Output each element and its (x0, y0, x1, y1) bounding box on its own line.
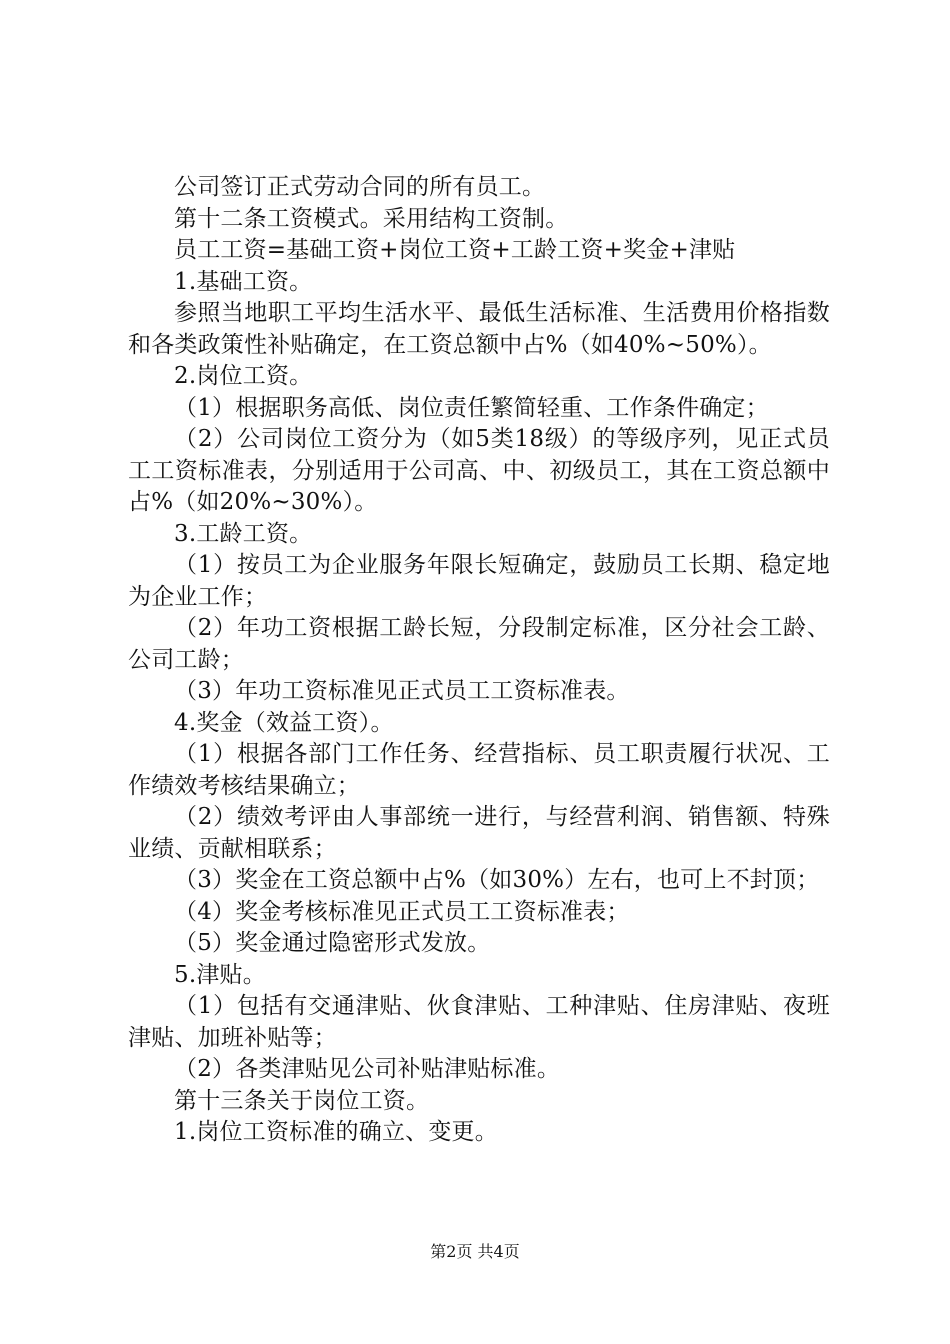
paragraph: （1）根据各部门工作任务、经营指标、员工职责履行状况、工作绩效考核结果确立； (128, 741, 830, 799)
paragraph: 参照当地职工平均生活水平、最低生活标准、生活费用价格指数和各类政策性补贴确定，在工资总额中占%（如40%~50%）。 (128, 300, 830, 358)
page-footer: 第2页 共4页 (430, 1242, 520, 1261)
paragraph: （2）绩效考评由人事部统一进行，与经营利润、销售额、特殊业绩、贡献相联系； (128, 804, 830, 862)
paragraph: （2）公司岗位工资分为（如5类18级）的等级序列，见正式员工工资标准表，分别适用于公司高、中、初级员工，其在工资总额中占%（如20%~30%）。 (128, 426, 830, 515)
paragraph: （3）奖金在工资总额中占%（如30%）左右，也可上不封顶； (174, 867, 820, 893)
paragraph: 5.津贴。 (174, 961, 266, 988)
paragraph: （1）根据职务高低、岗位责任繁简轻重、工作条件确定； (174, 394, 769, 421)
paragraph: （1）包括有交通津贴、伙食津贴、工种津贴、住房津贴、夜班津贴、加班补贴等； (128, 993, 830, 1051)
paragraph: 2.岗位工资。 (174, 363, 313, 389)
paragraph: （1）按员工为企业服务年限长短确定，鼓励员工长期、稳定地为企业工作； (128, 552, 830, 610)
paragraph: 员工工资=基础工资+岗位工资+工龄工资+奖金+津贴 (174, 237, 736, 263)
paragraph: （5）奖金通过隐密形式发放。 (174, 930, 491, 956)
paragraph: 4.奖金（效益工资）。 (174, 709, 394, 736)
paragraph: （2）年功工资根据工龄长短，分段制定标准，区分社会工龄、公司工龄； (128, 615, 830, 673)
document-body (128, 172, 830, 1149)
paragraph: 第十二条工资模式。采用结构工资制。 (174, 205, 569, 232)
paragraph: 3.工龄工资。 (174, 520, 313, 547)
paragraph: 第十三条关于岗位工资。 (174, 1087, 430, 1114)
paragraph: （2）各类津贴见公司补贴津贴标准。 (174, 1056, 561, 1082)
paragraph: 1.基础工资。 (174, 268, 313, 295)
paragraph: （3）年功工资标准见正式员工工资标准表。 (174, 678, 630, 704)
paragraph: 公司签订正式劳动合同的所有员工。 (174, 174, 546, 200)
paragraph: 1.岗位工资标准的确立、变更。 (174, 1119, 498, 1145)
paragraph: （4）奖金考核标准见正式员工工资标准表； (174, 898, 630, 925)
